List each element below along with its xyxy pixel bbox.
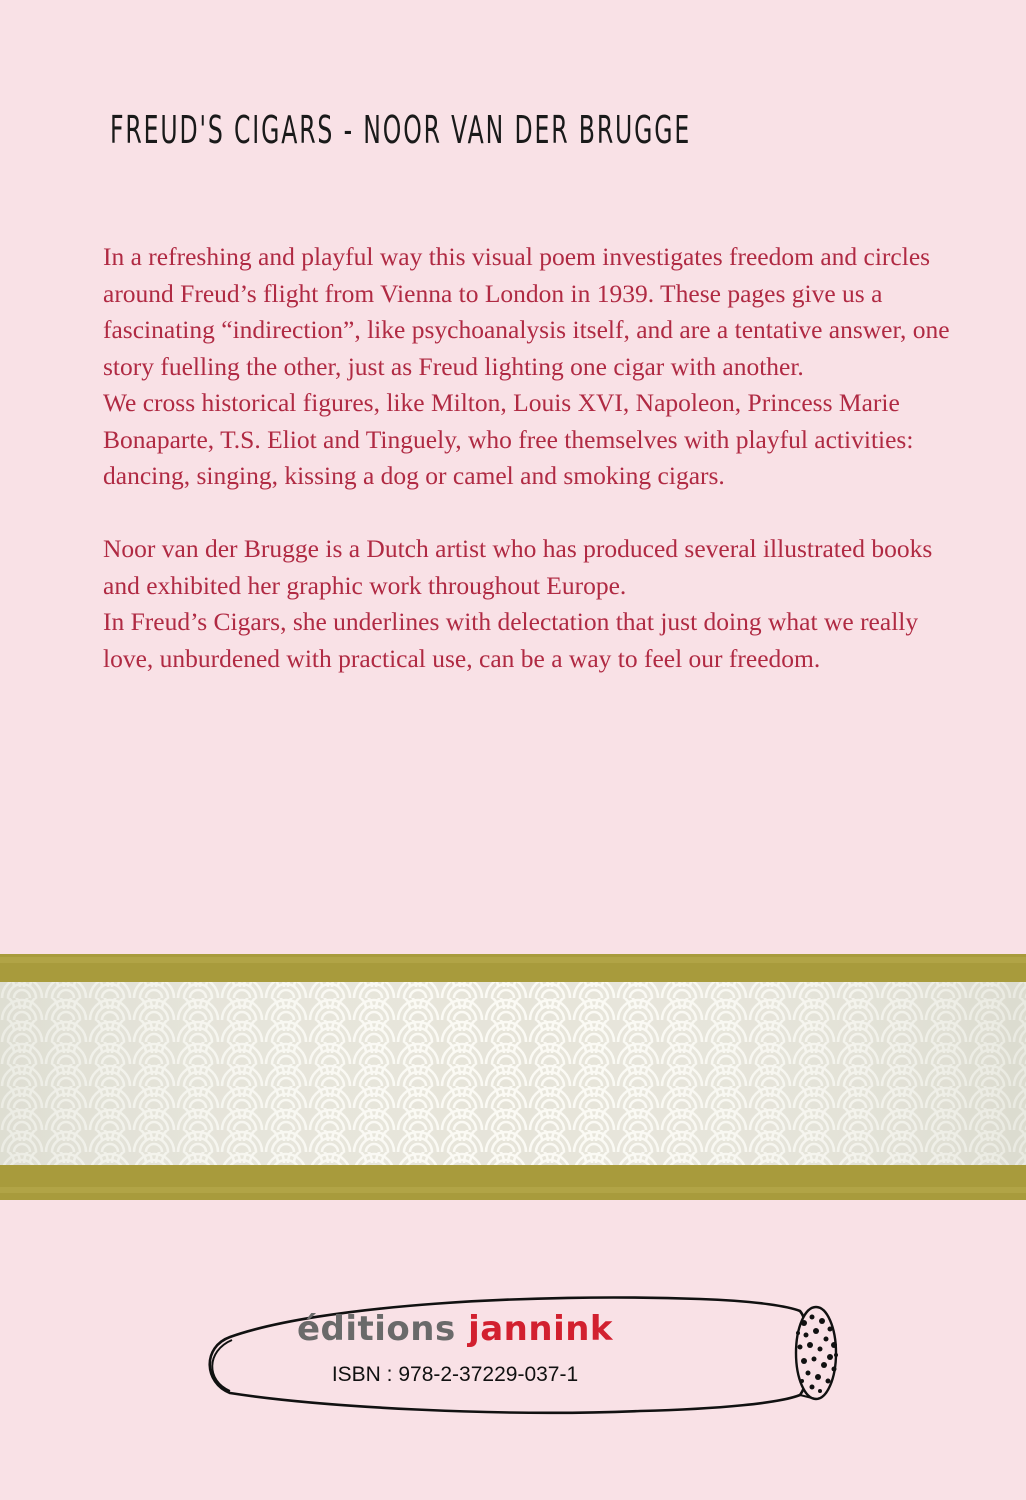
blurb-paragraph-2: We cross historical figures, like Milton, Louis XVI, Napoleon, Princess Marie Bonaparte, T.S. Eliot and Tinguely, who free themselves with playful activities: dancing, singing, kissing a dog or camel and smoking cigars. <box>103 388 914 490</box>
band-bottom-gold-stripe <box>0 1165 1026 1200</box>
publisher-name-editions: éditions <box>296 1309 456 1349</box>
author-bio-continued: In Freud’s Cigars, she underlines with delectation that just doing what we really love, unburdened with practical use, can be a way to feel our freedom. <box>103 607 919 673</box>
publisher-name-jannink: jannink <box>468 1309 614 1349</box>
author-bio: Noor van der Brugge is a Dutch artist who has produced several illustrated books and exhibited her graphic work throughout Europe. <box>103 534 933 600</box>
decorative-paper-band <box>0 954 1026 1200</box>
isbn-label: ISBN : 978-2-37229-037-1 <box>331 1363 579 1386</box>
handwritten-title: FREUD'S CIGARS - NOOR VAN DER BRUGGE <box>110 108 692 152</box>
cigar-outline-icon <box>200 1285 850 1435</box>
blurb-paragraph-1: In a refreshing and playful way this visual poem investigates freedom and circles around Freud’s flight from Vienna to London in 1939. These pages give us a fascinating “indirection”, like psychoanalysis itself, and are a tentative answer, one story fuelling the other, just as Freud lighting one cigar with another. <box>103 242 950 381</box>
paragraph-spacer <box>103 495 963 532</box>
blurb <box>103 239 963 677</box>
publisher-cigar-logo <box>200 1285 850 1435</box>
publisher-name <box>200 1309 710 1349</box>
